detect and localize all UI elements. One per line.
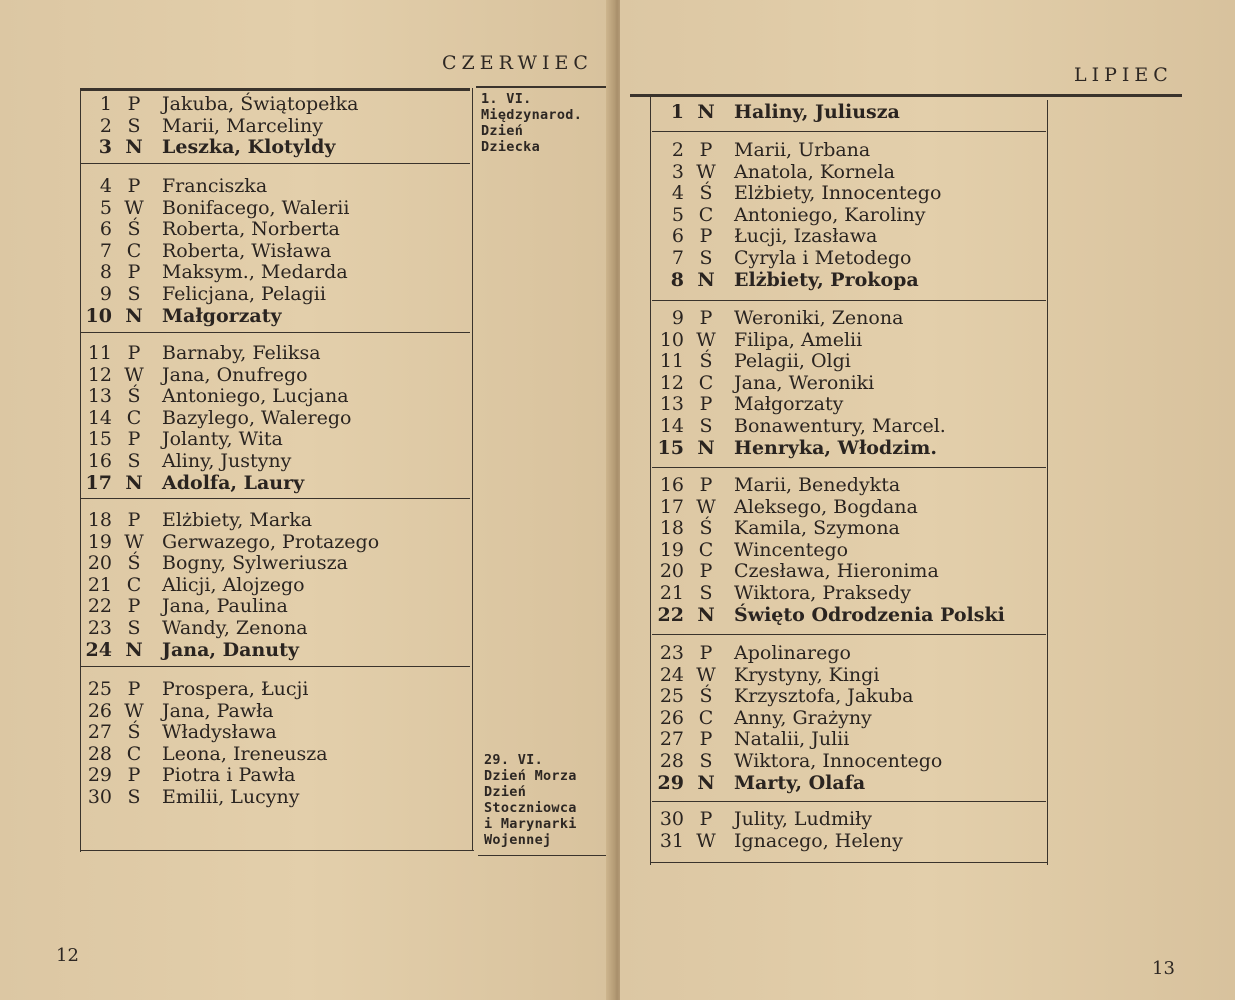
day-number: 28 xyxy=(659,749,684,772)
calendar-row xyxy=(78,116,358,138)
name-days: Weroniki, Zenona xyxy=(734,307,904,329)
weekday-letter: P xyxy=(127,175,141,197)
day-number: 7 xyxy=(99,239,112,262)
name-days: Łucji, Izasława xyxy=(734,225,878,248)
calendar-row xyxy=(650,665,942,687)
day-number: 8 xyxy=(670,268,684,291)
notes-top-rule xyxy=(476,86,606,88)
note-line: 1. VI. xyxy=(481,91,532,107)
day-number: 25 xyxy=(87,678,112,700)
day-number: 14 xyxy=(659,414,684,437)
name-days: Franciszka xyxy=(162,175,268,197)
weekday-letter: W xyxy=(696,160,716,183)
week-divider xyxy=(652,801,1046,802)
calendar-row xyxy=(650,605,1005,627)
page-number-left: 12 xyxy=(56,945,79,966)
name-days: Marty, Olafa xyxy=(734,771,866,794)
day-number: 29 xyxy=(657,771,684,794)
name-days: Antoniego, Karoliny xyxy=(734,203,926,226)
name-days: Piotra i Pawła xyxy=(162,764,296,787)
calendar-row xyxy=(650,751,942,773)
day-number: 11 xyxy=(659,350,684,373)
calendar-row xyxy=(650,497,1005,519)
calendar-row xyxy=(650,809,903,831)
weekday-letter: W xyxy=(696,663,716,686)
note-line: Międzynarod. xyxy=(481,107,583,123)
calendar-row xyxy=(650,270,941,292)
day-number: 18 xyxy=(87,509,112,531)
name-days: Jana, Paulina xyxy=(162,595,288,618)
calendar-row xyxy=(78,451,352,473)
day-number: 9 xyxy=(671,307,684,329)
day-number: 18 xyxy=(659,517,684,540)
name-days: Marii, Urbana xyxy=(734,139,871,161)
weekday-letter: P xyxy=(699,642,713,664)
month-title-june: CZERWIEC xyxy=(442,52,593,74)
weekday-letter: C xyxy=(698,371,714,394)
calendar-row xyxy=(78,575,379,597)
name-days: Małgorzaty xyxy=(162,304,282,327)
weekday-letter: S xyxy=(127,785,141,808)
weekday-letter: N xyxy=(125,136,143,159)
weekday-letter: P xyxy=(699,393,713,416)
note-line: Dziecka xyxy=(481,139,540,155)
calendar-row xyxy=(650,394,946,416)
name-days: Elżbiety, Marka xyxy=(162,509,313,531)
weekday-letter: Ś xyxy=(699,685,713,708)
week-block xyxy=(650,809,903,852)
calendar-row xyxy=(78,198,349,220)
top-rule xyxy=(630,94,1182,97)
day-number: 3 xyxy=(98,136,112,159)
weekday-letter: P xyxy=(127,678,141,700)
weekday-letter: S xyxy=(127,114,141,137)
calendar-row xyxy=(78,553,379,575)
note-line: Wojennej xyxy=(484,832,552,848)
name-days: Roberta, Norberta xyxy=(162,218,340,241)
right-page xyxy=(620,0,1235,1000)
weekday-letter: N xyxy=(697,101,715,123)
week-block xyxy=(650,308,946,459)
day-number: 4 xyxy=(99,175,112,197)
day-number: 5 xyxy=(99,196,112,219)
note-sea-day xyxy=(484,752,577,848)
calendar-row xyxy=(78,765,328,787)
name-days: Jana, Danuty xyxy=(162,638,299,661)
calendar-row xyxy=(78,679,328,701)
day-number: 19 xyxy=(659,538,684,561)
day-number: 25 xyxy=(659,685,684,708)
weekday-letter: N xyxy=(697,268,715,291)
week-block xyxy=(78,176,349,327)
day-number: 13 xyxy=(87,385,112,408)
page-number-right: 13 xyxy=(1152,958,1175,979)
name-days: Prospera, Łucji xyxy=(162,678,309,700)
calendar-row xyxy=(650,540,1005,562)
day-number: 22 xyxy=(87,595,112,618)
name-days: Wiktora, Innocentego xyxy=(734,749,943,772)
weekday-letter: C xyxy=(698,706,714,729)
weekday-letter: W xyxy=(124,363,144,386)
note-line: i Marynarki xyxy=(484,816,577,832)
day-number: 6 xyxy=(99,218,112,241)
weekday-letter: W xyxy=(696,328,716,351)
weekday-letter: S xyxy=(127,616,141,639)
weekday-letter: S xyxy=(127,282,141,305)
name-days: Roberta, Wisława xyxy=(162,239,332,262)
week-divider xyxy=(80,163,470,164)
calendar-row xyxy=(78,618,379,640)
note-line: Dzień xyxy=(481,123,524,139)
weekday-letter: Ś xyxy=(699,350,713,373)
day-number: 27 xyxy=(87,721,112,744)
name-days: Antoniego, Lucjana xyxy=(162,385,349,408)
weekday-letter: P xyxy=(699,728,713,751)
day-number: 20 xyxy=(87,552,112,575)
name-days: Jana, Pawła xyxy=(162,699,274,722)
day-number: 11 xyxy=(87,342,112,364)
day-number: 10 xyxy=(659,328,684,351)
name-days: Bogny, Sylweriusza xyxy=(162,552,348,575)
weekday-letter: P xyxy=(699,474,713,496)
weekday-letter: W xyxy=(124,530,144,553)
calendar-row xyxy=(78,176,349,198)
name-days: Kamila, Szymona xyxy=(734,517,900,540)
name-days: Felicjana, Pelagii xyxy=(162,282,326,305)
weekday-letter: P xyxy=(127,595,141,618)
calendar-row xyxy=(78,365,352,387)
name-days: Maksym., Medarda xyxy=(162,261,348,284)
week-block xyxy=(650,643,942,794)
name-days: Wiktora, Praksedy xyxy=(734,581,911,604)
day-number: 1 xyxy=(99,93,112,115)
day-number: 13 xyxy=(659,393,684,416)
calendar-row xyxy=(650,140,941,162)
weekday-letter: P xyxy=(127,261,141,284)
day-number: 9 xyxy=(99,282,112,305)
day-number: 26 xyxy=(87,699,112,722)
weekday-letter: P xyxy=(699,808,713,830)
day-number: 7 xyxy=(671,246,684,269)
week-block xyxy=(78,679,328,809)
weekday-letter: N xyxy=(125,638,143,661)
name-days: Barnaby, Feliksa xyxy=(162,342,321,364)
day-number: 2 xyxy=(671,139,684,161)
day-number: 19 xyxy=(87,530,112,553)
day-number: 1 xyxy=(670,101,684,123)
day-number: 24 xyxy=(85,638,112,661)
name-days: Gerwazego, Protazego xyxy=(162,530,380,553)
name-days: Henryka, Włodzim. xyxy=(734,436,937,459)
weekday-letter: Ś xyxy=(127,385,141,408)
day-number: 23 xyxy=(87,616,112,639)
weekday-letter: C xyxy=(698,203,714,226)
name-days: Alicji, Alojzego xyxy=(162,573,305,596)
day-number: 12 xyxy=(87,363,112,386)
calendar-row xyxy=(650,643,942,665)
calendar-row xyxy=(78,386,352,408)
week-divider xyxy=(652,467,1046,468)
weekday-letter: C xyxy=(698,538,714,561)
weekday-letter: W xyxy=(124,196,144,219)
day-number: 31 xyxy=(659,829,684,852)
month-title-july: LIPIEC xyxy=(1074,64,1173,86)
day-number: 6 xyxy=(671,225,684,248)
weekday-letter: Ś xyxy=(699,517,713,540)
day-number: 30 xyxy=(659,808,684,830)
name-days: Święto Odrodzenia Polski xyxy=(734,603,1005,626)
calendar-row xyxy=(78,408,352,430)
weekday-letter: C xyxy=(126,239,142,262)
name-days: Krystyny, Kingi xyxy=(734,663,880,686)
name-days: Anatola, Kornela xyxy=(734,160,895,183)
weekday-letter: P xyxy=(699,139,713,161)
right-border xyxy=(1047,100,1048,865)
day-number: 21 xyxy=(659,581,684,604)
calendar-row xyxy=(78,137,358,159)
week-divider xyxy=(652,634,1046,635)
week-divider xyxy=(80,666,470,667)
name-days: Adolfa, Laury xyxy=(162,471,305,494)
day-number: 3 xyxy=(671,160,684,183)
calendar-row xyxy=(650,226,941,248)
day-number: 17 xyxy=(85,471,112,494)
calendar-row xyxy=(78,596,379,618)
day-number: 17 xyxy=(659,495,684,518)
name-days: Aleksego, Bogdana xyxy=(734,495,918,518)
day-number: 26 xyxy=(659,706,684,729)
weekday-letter: S xyxy=(699,414,713,437)
calendar-row xyxy=(78,262,349,284)
note-line: Stoczniowca xyxy=(484,800,577,816)
day-number: 29 xyxy=(87,764,112,787)
day-number: 8 xyxy=(99,261,112,284)
name-days: Natalii, Julii xyxy=(734,728,850,751)
bottom-rule xyxy=(650,862,1048,863)
weekday-letter: Ś xyxy=(127,552,141,575)
calendar-row xyxy=(78,241,349,263)
day-number: 22 xyxy=(657,603,684,626)
notes-bottom-rule xyxy=(478,855,606,856)
bottom-rule xyxy=(80,850,474,851)
weekday-letter: C xyxy=(126,573,142,596)
name-days: Apolinarego xyxy=(734,642,851,664)
weekday-letter: N xyxy=(125,471,143,494)
weekday-letter: S xyxy=(699,749,713,772)
weekday-letter: P xyxy=(699,225,713,248)
weekday-letter: P xyxy=(127,764,141,787)
week-block xyxy=(78,510,379,661)
calendar-row xyxy=(78,94,358,116)
name-days: Julity, Ludmiły xyxy=(734,808,872,830)
week-block xyxy=(650,102,900,124)
name-days: Krzysztofa, Jakuba xyxy=(734,685,914,708)
name-days: Jana, Onufrego xyxy=(162,363,308,386)
calendar-row xyxy=(78,640,379,662)
name-days: Bonawentury, Marcel. xyxy=(734,414,946,437)
top-rule xyxy=(80,88,470,91)
week-block xyxy=(650,140,941,291)
day-number: 21 xyxy=(87,573,112,596)
name-days: Emilii, Lucyny xyxy=(162,785,300,808)
calendar-row xyxy=(650,438,946,460)
weekday-letter: C xyxy=(126,742,142,765)
day-number: 5 xyxy=(671,203,684,226)
weekday-letter: P xyxy=(127,509,141,531)
name-days: Elżbiety, Innocentego xyxy=(734,182,942,205)
calendar-row xyxy=(650,518,1005,540)
weekday-letter: P xyxy=(127,342,141,364)
weekday-letter: N xyxy=(697,771,715,794)
calendar-row xyxy=(650,475,1005,497)
name-days: Jana, Weroniki xyxy=(734,371,875,394)
calendar-row xyxy=(78,429,352,451)
name-days: Małgorzaty xyxy=(734,393,844,416)
day-number: 12 xyxy=(659,371,684,394)
calendar-row xyxy=(650,373,946,395)
day-number: 30 xyxy=(87,785,112,808)
name-days: Elżbiety, Prokopa xyxy=(734,268,919,291)
weekday-letter: Ś xyxy=(127,721,141,744)
weekday-letter: C xyxy=(126,406,142,429)
week-block xyxy=(78,343,352,494)
calendar-row xyxy=(78,284,349,306)
week-block xyxy=(78,94,358,159)
weekday-letter: S xyxy=(699,246,713,269)
left-page xyxy=(0,0,612,1000)
weekday-letter: N xyxy=(697,436,715,459)
weekday-letter: W xyxy=(696,829,716,852)
weekday-letter: S xyxy=(127,449,141,472)
weekday-letter: N xyxy=(125,304,143,327)
calendar-row xyxy=(78,532,379,554)
calendar-row xyxy=(650,583,1005,605)
calendar-row xyxy=(650,831,903,853)
name-days: Bazylego, Walerego xyxy=(162,406,352,429)
day-number: 10 xyxy=(85,304,112,327)
week-divider xyxy=(652,300,1046,301)
note-children-day xyxy=(481,91,582,155)
calendar-row xyxy=(650,416,946,438)
name-days: Aliny, Justyny xyxy=(162,449,292,472)
day-number: 27 xyxy=(659,728,684,751)
day-number: 14 xyxy=(87,406,112,429)
name-days: Wandy, Zenona xyxy=(162,616,308,639)
name-days: Czesława, Hieronima xyxy=(734,560,939,583)
week-divider xyxy=(652,131,1046,132)
week-divider xyxy=(80,498,470,499)
name-days: Leona, Ireneusza xyxy=(162,742,328,765)
weekday-letter: Ś xyxy=(699,182,713,205)
weekday-letter: P xyxy=(127,93,141,115)
name-days: Bonifacego, Walerii xyxy=(162,196,350,219)
note-line: Dzień Morza xyxy=(484,768,577,784)
name-days: Jolanty, Wita xyxy=(162,428,283,451)
calendar-row xyxy=(650,183,941,205)
weekday-letter: N xyxy=(697,603,715,626)
calendar-row xyxy=(650,248,941,270)
calendar-row xyxy=(650,686,942,708)
day-number: 28 xyxy=(87,742,112,765)
calendar-row xyxy=(650,708,942,730)
week-divider xyxy=(80,332,470,333)
calendar-row xyxy=(78,744,328,766)
calendar-row xyxy=(78,219,349,241)
calendar-row xyxy=(78,722,328,744)
calendar-row xyxy=(78,787,328,809)
name-days: Pelagii, Olgi xyxy=(734,350,851,373)
calendar-row xyxy=(650,729,942,751)
weekday-letter: W xyxy=(124,699,144,722)
name-days: Haliny, Juliusza xyxy=(734,101,900,123)
week-block xyxy=(650,475,1005,626)
day-number: 23 xyxy=(659,642,684,664)
column-divider xyxy=(472,88,473,850)
name-days: Marii, Benedykta xyxy=(734,474,901,496)
calendar-row xyxy=(78,306,349,328)
weekday-letter: S xyxy=(699,581,713,604)
day-number: 20 xyxy=(659,560,684,583)
weekday-letter: P xyxy=(699,307,713,329)
name-days: Wincentego xyxy=(734,538,849,561)
calendar-row xyxy=(78,701,328,723)
weekday-letter: Ś xyxy=(127,218,141,241)
day-number: 16 xyxy=(659,474,684,496)
name-days: Marii, Marceliny xyxy=(162,114,323,137)
day-number: 24 xyxy=(659,663,684,686)
day-number: 16 xyxy=(87,449,112,472)
day-number: 2 xyxy=(99,114,112,137)
name-days: Ignacego, Heleny xyxy=(734,829,903,852)
name-days: Jakuba, Świątopełka xyxy=(162,93,359,115)
weekday-letter: P xyxy=(699,560,713,583)
day-number: 15 xyxy=(87,428,112,451)
name-days: Anny, Grażyny xyxy=(734,706,872,729)
note-line: Dzień xyxy=(484,784,527,800)
calendar-row xyxy=(78,473,352,495)
name-days: Władysława xyxy=(162,721,277,744)
day-number: 4 xyxy=(671,182,684,205)
calendar-row xyxy=(650,330,946,352)
weekday-letter: P xyxy=(127,428,141,451)
calendar-row xyxy=(650,102,900,124)
name-days: Cyryla i Metodego xyxy=(734,246,912,269)
name-days: Filipa, Amelii xyxy=(734,328,863,351)
calendar-row xyxy=(78,510,379,532)
weekday-letter: W xyxy=(696,495,716,518)
calendar-row xyxy=(650,205,941,227)
calendar-row xyxy=(650,351,946,373)
name-days: Leszka, Klotyldy xyxy=(162,136,336,159)
note-line: 29. VI. xyxy=(484,752,543,768)
calendar-row xyxy=(650,308,946,330)
calendar-row xyxy=(650,162,941,184)
calendar-row xyxy=(650,561,1005,583)
day-number: 15 xyxy=(657,436,684,459)
calendar-row xyxy=(650,773,942,795)
calendar-row xyxy=(78,343,352,365)
